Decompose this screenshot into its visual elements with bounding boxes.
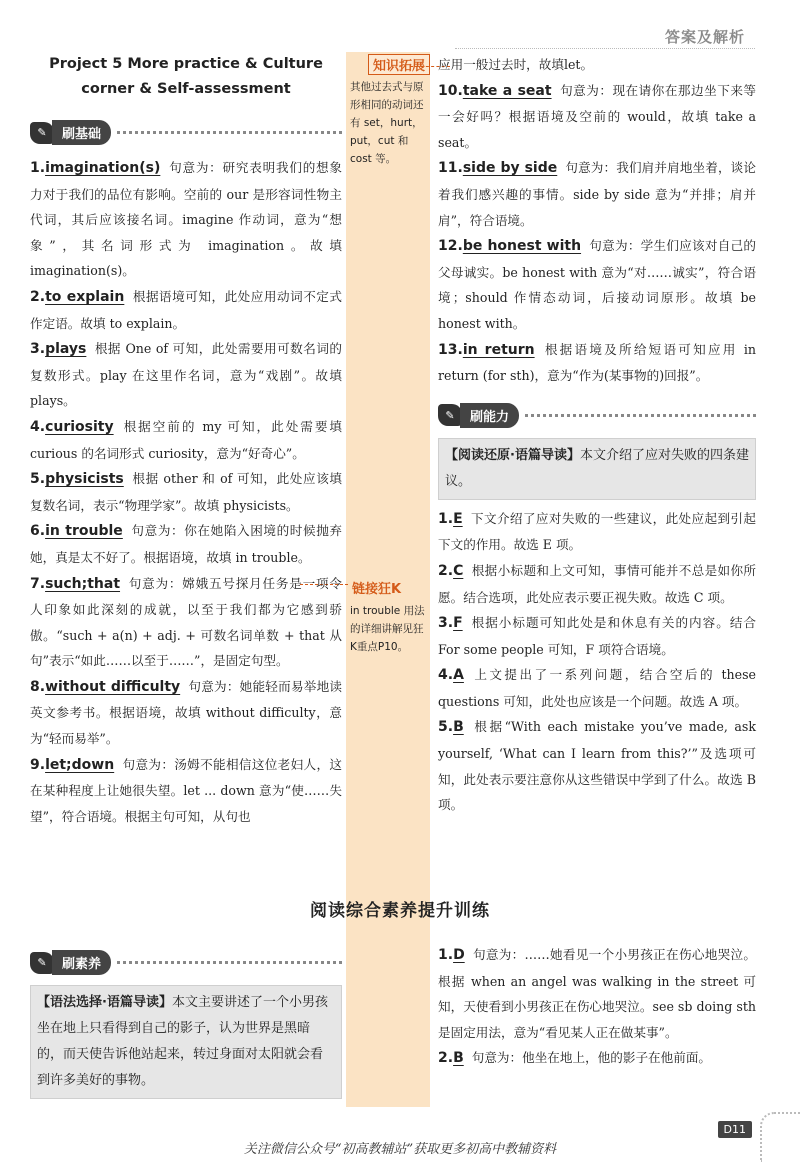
answer-key: C [453, 562, 464, 579]
grammar-intro-box [30, 985, 342, 1099]
answer-explanation: 根据小标题可知此处是和休息有关的内容。结合 For some people 可知，F 项符合语境。 [438, 615, 756, 657]
answer-item [438, 233, 756, 336]
answer-item [30, 414, 342, 466]
answer-key: A [453, 667, 464, 684]
answer-explanation: 根据小标题和上文可知，事情可能并不总是如你所愿。结合选项，此处应表示要正视失败。故选 C 项。 [438, 562, 756, 605]
header-divider [455, 48, 755, 49]
training-title: 阅读综合素养提升训练 [310, 901, 490, 921]
project-title-line2: corner & Self-assessment [81, 81, 291, 97]
reading-intro-text: 本文介绍了应对失败的四条建议。 [445, 447, 749, 489]
answer-explanation: 句意为：嫦娥五号探月任务是一项令人印象如此深刻的成就，以至于我们都为它感到骄傲。“such + a(n) + adj. + 可数名词单数 + that 从句”表示“如此……以至于……”，是固定句型。 [30, 575, 342, 669]
answer-number: 1. [30, 160, 46, 176]
pencil-icon: ✎ [30, 122, 54, 144]
answer-number: 5. [438, 719, 454, 736]
answer-explanation: 句意为：他坐在地上，他的影子在他前面。 [471, 1050, 712, 1066]
answer-number: 4. [438, 667, 454, 684]
answer-explanation: 句意为：研究表明我们的想象力对于我们的品位有影响。空前的 our 是形容词性物主代词，其后应该接名词。imagine 作动词，意为“想象”，其名词形式为 imagination。故填 imagination(s)。 [30, 160, 342, 279]
answer-explanation: 根据语境可知，此处应用动词不定式作定语。故填 to explain。 [30, 288, 343, 331]
answer-explanation: 句意为：我们肩并肩地坐着，谈论着我们感兴趣的事情。side by side 意为“并排；肩并肩”，符合语境。 [438, 160, 756, 228]
reading-intro-box [438, 438, 756, 500]
answer-explanation: 根据“With each mistake you’ve made, ask yourself, ‘What can I learn from this?’”及选项可知，此处表示要注意你从这些错误中学到了什么。故选 B 项。 [438, 719, 756, 813]
answer-item [30, 155, 342, 284]
answer-key: take a seat [462, 82, 552, 99]
answer-item [30, 518, 342, 570]
answer-explanation: 根据 One of 可知，此处需要用可数名词的复数形式。play 在这里作名词，意为“戏剧”。故填 plays。 [30, 341, 342, 409]
answer-number: 4. [30, 418, 46, 435]
answer-number: 3. [30, 341, 46, 358]
ability-answer-list [438, 506, 756, 818]
answer-item [438, 52, 756, 78]
dotted-rule [117, 131, 342, 134]
answer-explanation: 根据 other 和 of 可知，此处应该填复数名词，表示“物理学家”。故填 physicists。 [30, 471, 342, 513]
page-number: D11 [718, 1121, 752, 1138]
left-column [30, 52, 342, 829]
answer-explanation: 上文提出了一系列问题，结合空后的 these questions 可知，此处也应该是一个问题。故选 A 项。 [438, 667, 756, 709]
link-heading: 链接狂K [352, 582, 402, 597]
answer-explanation: 句意为：现在请你在那边坐下来等一会好吗？根据语境及空前的 would，故填 take a seat。 [438, 82, 757, 150]
answer-item [438, 942, 756, 1045]
answer-key: B [453, 1050, 464, 1067]
answer-item [30, 674, 342, 752]
section-literacy-label: 刷素养 [52, 950, 111, 975]
answer-explanation: 下文介绍了应对失败的一些建议，此处应起到引起下文的作用。故选 E 项。 [438, 510, 756, 553]
answer-number: 11. [438, 160, 463, 177]
answer-item [438, 558, 756, 610]
answer-key: in return [462, 341, 535, 358]
answer-explanation: 根据空前的 my 可知，此处需要填 curious 的名词形式 curiosity，意为“好奇心”。 [30, 418, 342, 461]
answer-number: 9. [30, 756, 46, 773]
basic-answer-list-continued [438, 52, 756, 389]
answer-item [438, 1045, 756, 1072]
header-label: 答案及解析 [664, 28, 745, 46]
answer-number: 2. [438, 1050, 454, 1067]
answer-number: 12. [438, 238, 463, 255]
project-title [30, 52, 342, 102]
pencil-icon: ✎ [30, 952, 54, 974]
footer-note: 关注微信公众号“初高教辅站”获取更多初高中教辅资料 [243, 1142, 557, 1157]
answer-number: 5. [30, 471, 46, 488]
answer-item [438, 155, 756, 233]
answer-key: let;down [45, 756, 115, 773]
grammar-intro-text: 本文主要讲述了一个小男孩坐在地上只看得到自己的影子，认为世界是黑暗的，而天使告诉他站起来，转过身面对太阳就会看到许多美好的事物。 [37, 995, 328, 1088]
answer-explanation: 句意为：她能轻而易举地读英文参考书。根据语境，故填 without difficulty，意为“轻而易举”。 [30, 678, 343, 747]
knowledge-note: 其他过去式与原形相同的动词还有 set，hurt，put，cut 和 cost 等。 [350, 81, 424, 165]
answer-number: 10. [438, 82, 463, 99]
pencil-icon: ✎ [438, 404, 462, 426]
answer-key: physicists [45, 471, 124, 488]
dotted-rule [525, 414, 756, 417]
section-basic-label: 刷基础 [52, 120, 111, 145]
answer-key: curiosity [45, 418, 114, 435]
grammar-intro-tag: 【语法选择·语篇导读】 [37, 995, 172, 1010]
answer-key: such;that [45, 575, 121, 592]
link-note: in trouble 用法的详细讲解见狂K重点P10。 [350, 605, 425, 653]
answer-item [438, 78, 756, 156]
project-title-line1: Project 5 More practice & Culture [49, 56, 323, 72]
answer-item [30, 466, 342, 518]
section-ability [438, 403, 756, 428]
answer-key: be honest with [462, 238, 582, 255]
right-column [438, 52, 756, 818]
answer-item [438, 610, 756, 662]
answer-item [438, 714, 756, 817]
dotted-rule [117, 961, 342, 964]
answer-number: 6. [30, 523, 46, 540]
answer-number: 1. [438, 947, 454, 963]
answer-key: F [453, 615, 463, 632]
answer-item [438, 506, 756, 558]
answer-number: 3. [438, 615, 454, 632]
answer-explanation: 句意为：你在她陷入困境的时候抛弃她，真是太不好了。根据语境，故填 in trouble。 [30, 523, 343, 565]
answer-key: imagination(s) [45, 160, 161, 176]
answer-explanation: 句意为：汤姆不能相信这位老妇人，这在某种程度上让她很失望。let ... down 意为“使……失望”，符合语境。根据主句可知，从句也 [30, 756, 342, 824]
answer-explanation: 应用一般过去时，故填let。 [438, 57, 594, 72]
answer-number: 2. [30, 288, 46, 305]
section-literacy [30, 950, 342, 975]
answer-explanation: 句意为：……她看见一个小男孩正在伤心地哭泣。根据 when an angel was walking in the street 可知，天使看到小男孩正在伤心地哭泣。see sb doing sth 是固定用法，意为“看见某人正在做某事”。 [438, 947, 756, 1040]
answer-key: plays [45, 341, 87, 358]
answer-key: to explain [45, 288, 125, 305]
answer-number: 7. [30, 575, 46, 592]
basic-answer-list [30, 155, 342, 829]
answer-key: B [453, 719, 464, 736]
answer-key: in trouble [45, 523, 123, 540]
answer-number: 1. [438, 510, 454, 527]
answer-item [30, 571, 342, 674]
section-ability-label: 刷能力 [460, 403, 519, 428]
answer-number: 8. [30, 678, 46, 695]
answer-key: without difficulty [45, 678, 181, 695]
answer-key: E [453, 510, 463, 527]
answer-item [438, 337, 756, 389]
reading-intro-tag: 【阅读还原·语篇导读】 [445, 447, 580, 463]
answer-key: D [453, 947, 465, 963]
section-basic [30, 120, 342, 145]
answer-key: side by side [462, 160, 558, 177]
literacy-left [30, 950, 342, 1099]
answer-item [30, 752, 342, 830]
answer-item [30, 336, 342, 414]
answer-number: 2. [438, 562, 454, 579]
literacy-answer-list [438, 942, 756, 1072]
answer-explanation: 根据语境及所给短语可知应用 in return (for sth)，意为“作为(某事物的)回报”。 [438, 341, 756, 384]
answer-item [438, 662, 756, 714]
knowledge-heading: 知识拓展 [368, 54, 430, 75]
answer-item [30, 284, 342, 336]
answer-explanation: 句意为：学生们应该对自己的父母诚实。be honest with 意为“对……诚实”，符合语境；should 作情态动词，后接动词原形。故填 be honest with。 [438, 238, 757, 331]
answer-number: 13. [438, 341, 463, 358]
